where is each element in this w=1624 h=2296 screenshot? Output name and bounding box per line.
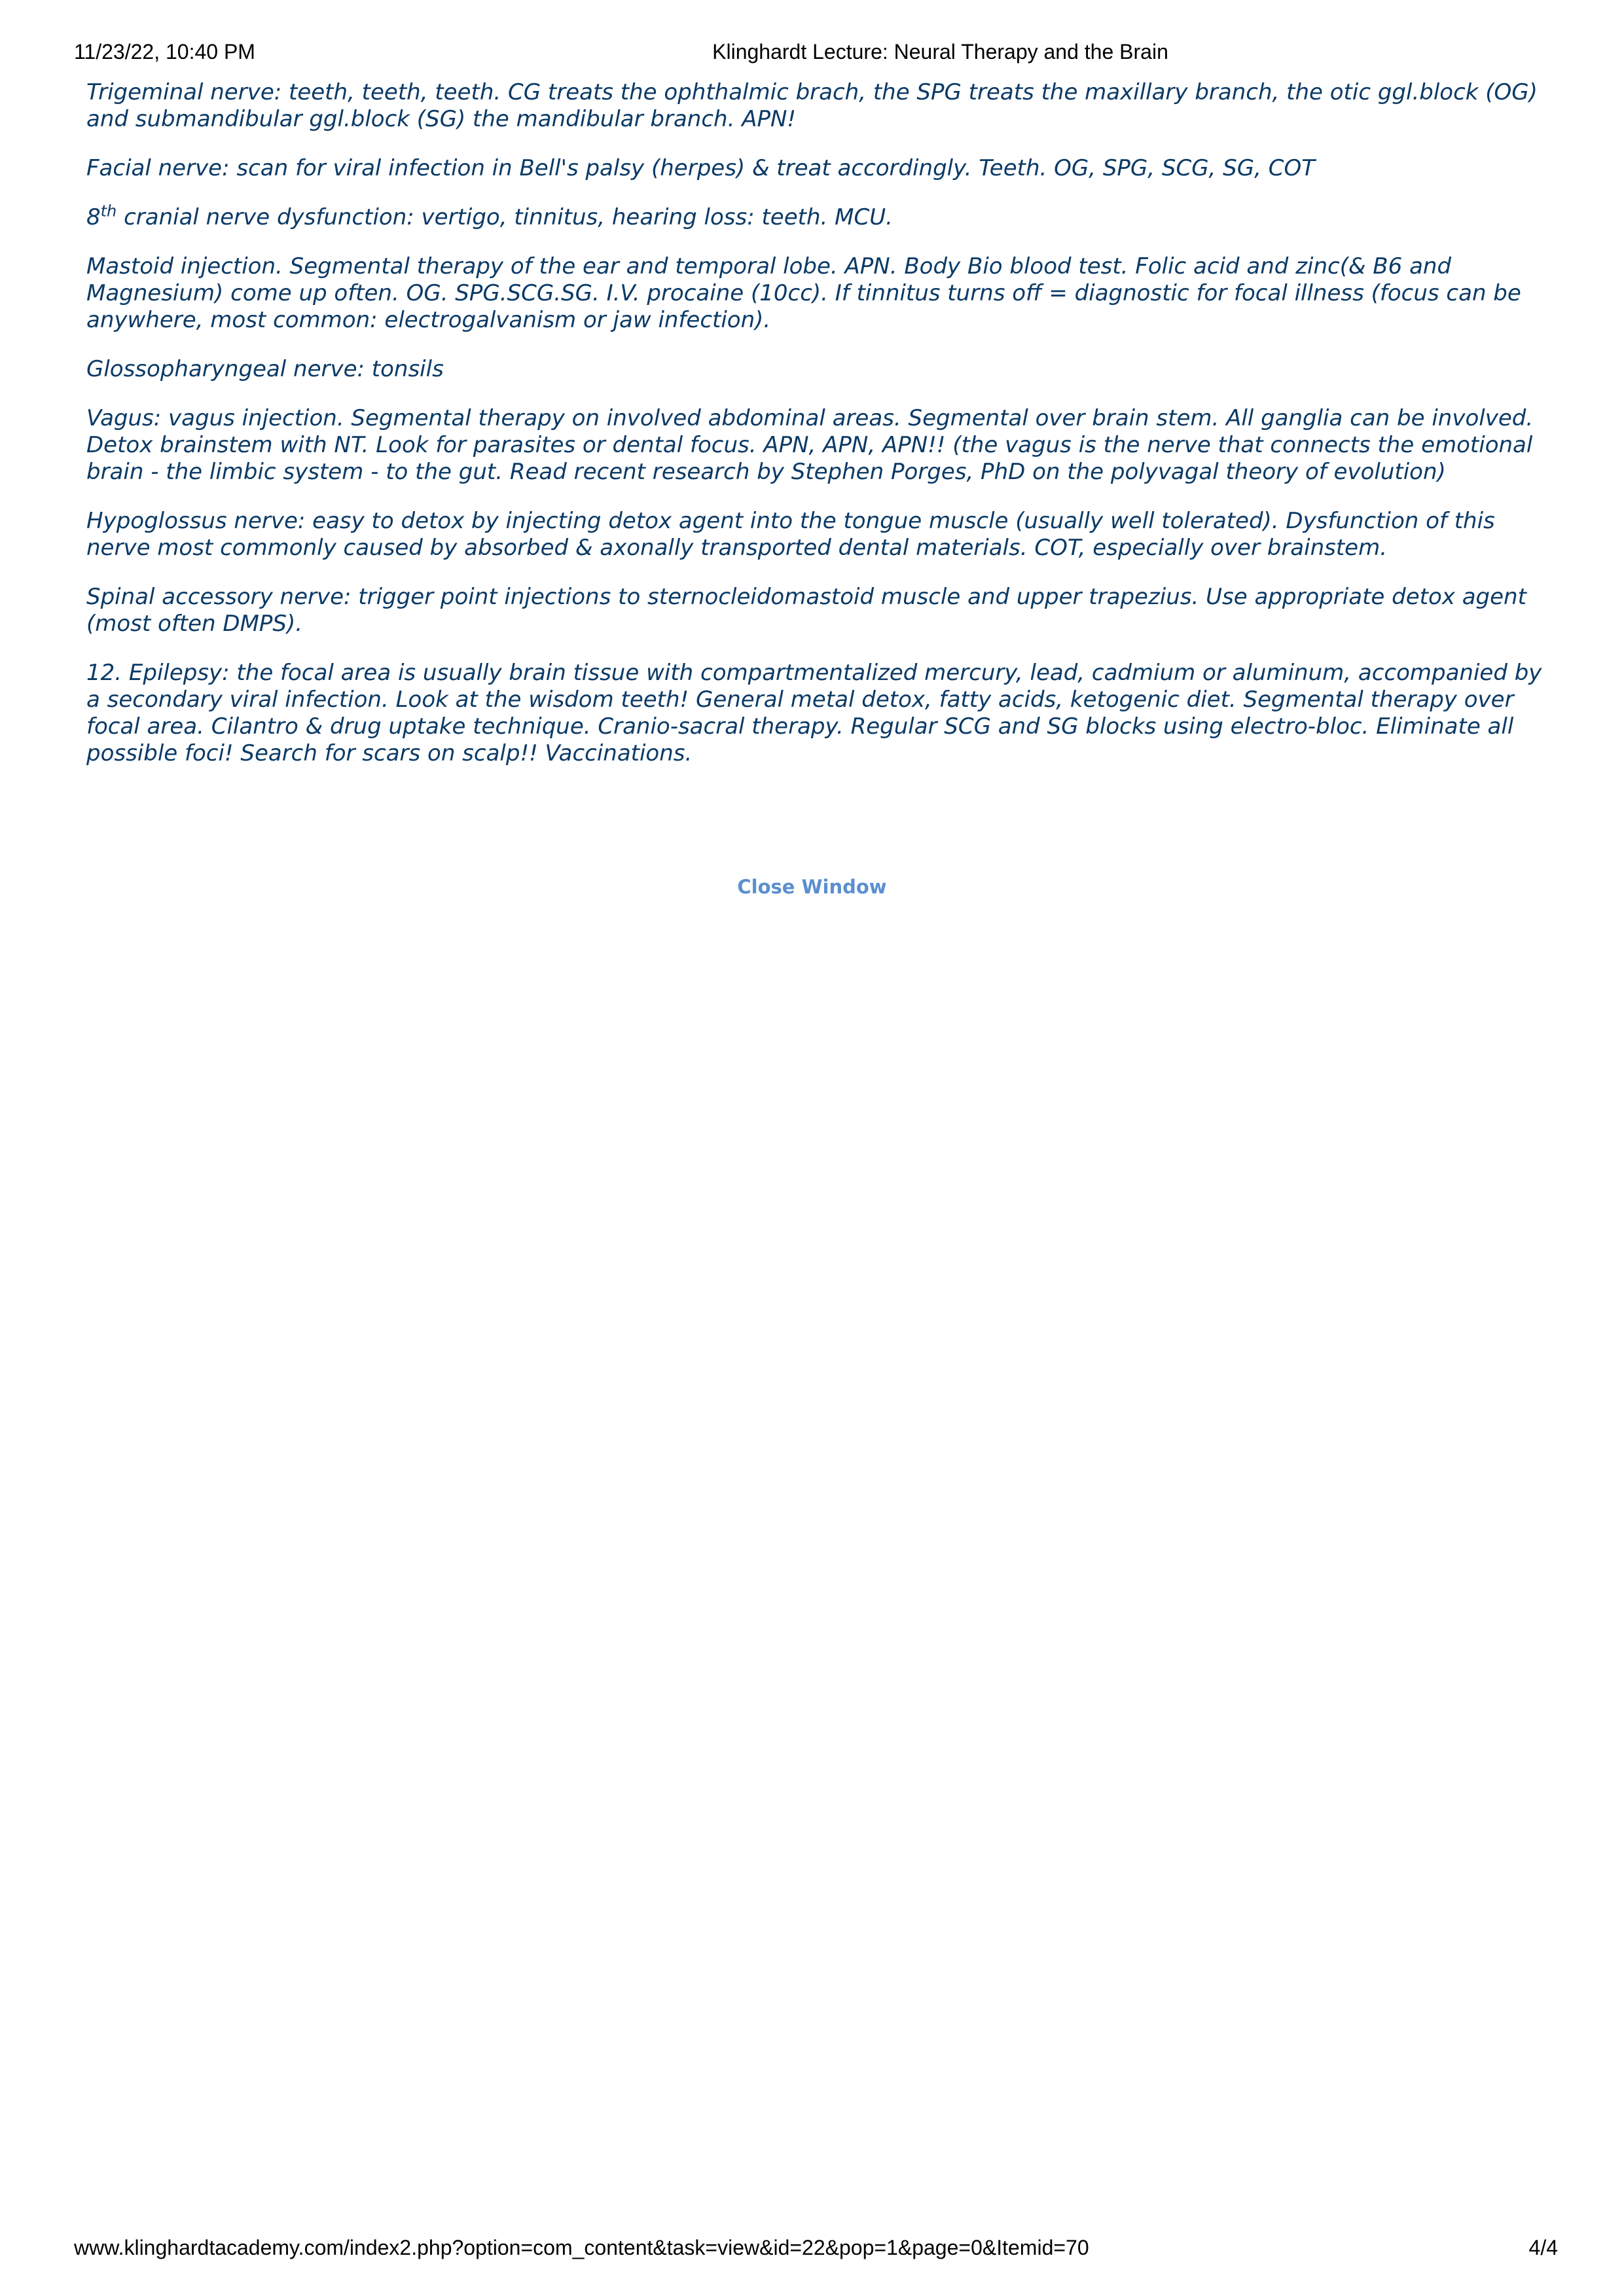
print-document-title: Klinghardt Lecture: Neural Therapy and the Brain: [712, 40, 1168, 63]
paragraph-mastoid-injection: Mastoid injection. Segmental therapy of the ear and temporal lobe. APN. Body Bio blood test. Folic acid and zinc(& B6 and Magnesium) come up often. OG. SPG.SCG.SG. I.V. procaine (10cc). If tinnitus turns off = diagnostic for focal illness (focus can be anywhere, most common: electrogalvanism or jaw infection).: [86, 253, 1521, 333]
ordinal-number: 8: [86, 204, 101, 230]
paragraph-vagus-nerve: Vagus: vagus injection. Segmental therapy on involved abdominal areas. Segmental over brain stem. All ganglia can be involved. Detox brainstem with NT. Look for parasites or dental focus. APN, APN, APN!! (the vagus is the nerve that connects the emotional brain - the limbic system - to the gut. Read recent research by Stephen Porges, PhD on the polyvagal theory of evolution): [86, 405, 1534, 485]
paragraph-glossopharyngeal-nerve: Glossopharyngeal nerve: tonsils: [86, 356, 444, 382]
print-source-url: www.klinghardtacademy.com/index2.php?option=com_content&task=view&id=22&pop=1&page=0&Itemid=70: [74, 2236, 1089, 2259]
article-body: [86, 79, 1549, 789]
print-header: [74, 40, 1558, 66]
paragraph-trigeminal-nerve: Trigeminal nerve: teeth, teeth, teeth. CG treats the ophthalmic brach, the SPG treats the maxillary branch, the otic ggl.block (OG) and submandibular ggl.block (SG) the mandibular branch. APN!: [86, 79, 1538, 132]
close-window-container: [0, 876, 1624, 898]
close-window-link[interactable]: Close Window: [737, 876, 887, 898]
paragraph-spinal-accessory-nerve: Spinal accessory nerve: trigger point injections to sternocleidomastoid muscle and upper trapezius. Use appropriate detox agent (most often DMPS).: [86, 584, 1526, 637]
print-datetime: 11/23/22, 10:40 PM: [74, 40, 255, 63]
eighth-nerve-text: cranial nerve dysfunction: vertigo, tinnitus, hearing loss: teeth. MCU.: [117, 204, 893, 230]
print-page-number: 4/4: [1528, 2236, 1558, 2259]
print-footer: [74, 2236, 1558, 2262]
paragraph-hypoglossus-nerve: Hypoglossus nerve: easy to detox by injecting detox agent into the tongue muscle (usually well tolerated). Dysfunction of this nerve most commonly caused by absorbed & axonally transported dental materials. COT, especially over brainstem.: [86, 508, 1495, 561]
paragraph-epilepsy: 12. Epilepsy: the focal area is usually brain tissue with compartmentalized mercury, lead, cadmium or aluminum, accompanied by a secondary viral infection. Look at the wisdom teeth! General metal detox, fatty acids, ketogenic diet. Segmental therapy over focal area. Cilantro & drug uptake technique. Cranio-sacral therapy. Regular SCG and SG blocks using electro-bloc. Eliminate all possible foci! Search for scars on scalp!! Vaccinations.: [86, 660, 1542, 766]
paragraph-facial-nerve: Facial nerve: scan for viral infection in Bell's palsy (herpes) & treat accordingly. Teeth. OG, SPG, SCG, SG, COT: [86, 155, 1315, 181]
paragraph-eighth-cranial-nerve: [86, 204, 1549, 231]
ordinal-suffix: th: [100, 202, 117, 221]
